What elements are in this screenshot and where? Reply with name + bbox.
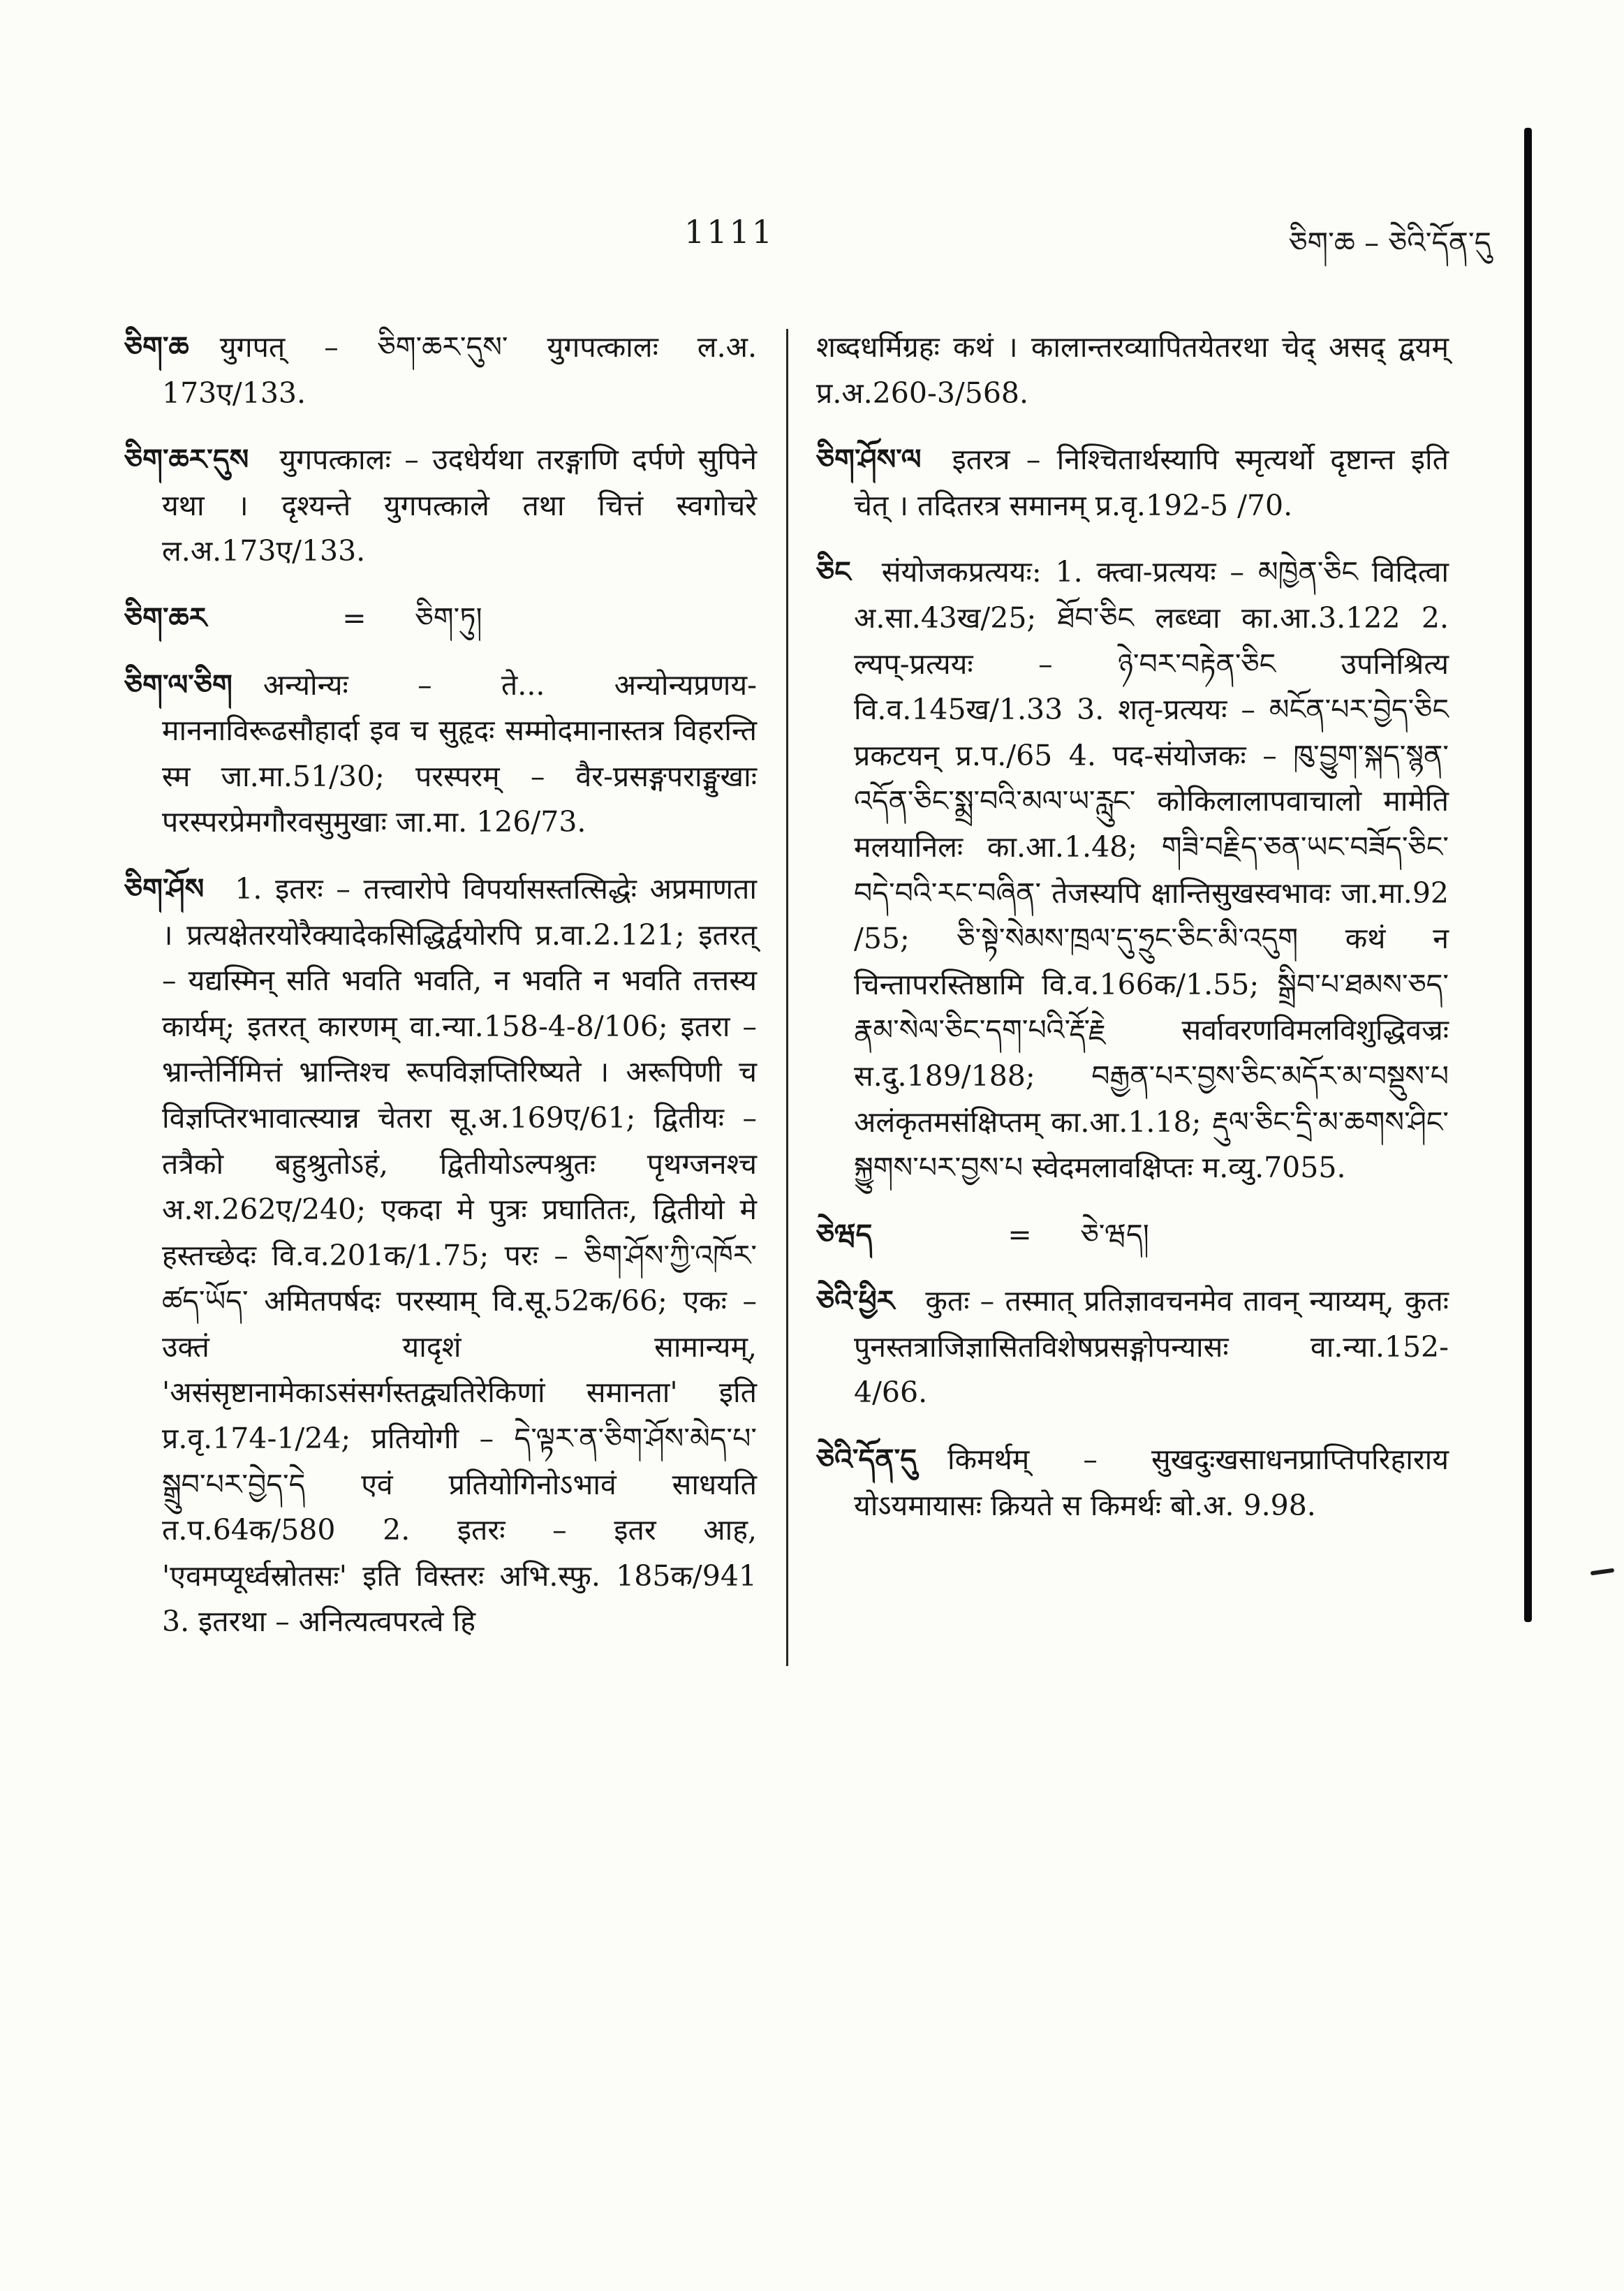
dictionary-entry [816, 437, 1449, 529]
entry-body: 1. इतरः – तत्त्वारोपे विपर्यासस्तत्सिद्धेः अप्रमाणता । प्रत्यक्षेतरयोरैक्यादेकसिद्धिर्द्वयोरपि प्र.वा.2.121; इतरत् – यद्यस्मिन् सति भवति भवति, न भवति न भवति तत्तस्य कार्यम्; इतरत् कारणम् वा.न्या.158-4-8/106; इतरा – भ्रान्तेर्निमित्तं भ्रान्तिश्च रूपविज्ञप्तिरिष्यते । अरूपिणी च विज्ञप्तिरभावात्स्यान्न चेतरा सू.अ.169ए/61; द्वितीयः – तत्रैको बहुश्रुतोऽहं, द्वितीयोऽल्पश्रुतः पृथग्जनश्च अ.श.262ए/240; एकदा मे पुत्रः प्रघातितः, द्वितीयो मे हस्तच्छेदः वि.व.201क/1.75; परः – ཅིག་ཤོས་ཀྱི་འཁོར་ཚད་ཡོད་ अमितपर्षदः परस्याम् वि.सू.52क/66; एकः – उक्तं यादृशं सामान्यम्, 'असंसृष्टानामेकाऽसंसर्गस्तद्व्यतिरेकिणां समानता' इति प्र.वृ.174-1/24; प्रतियोगी – དེ་ལྟར་ན་ཅིག་ཤོས་མེད་པ་སྒྲུབ་པར་བྱེད་དེ एवं प्रतियोगिनोऽभावं साधयति त.प.64क/580 2. इतरः – इतर आह, 'एवमप्यूर्ध्वस्रोतसः' इति विस्तरः अभि.स्फु. 185क/941 3. इतरथा – अनित्यत्वपरत्वे हि [162, 871, 757, 1639]
entry-body: इतरत्र – निश्चितार्थस्यापि स्मृत्यर्थो दृष्टान्त इति चेत् । तदितरत्र समानम् प्र.वृ.192-5 /70. [854, 443, 1449, 522]
entry-body: अन्योन्यः – ते... अन्योन्यप्रणय-माननाविरूढसौहार्दा इव च सुहृदः सम्मोदमानास्तत्र विहरन्ति स्म जा.मा.51/30; परस्परम् – वैर-प्रसङ्गपराङ्मुखाः परस्परप्रेमगौरवसुमुखाः जा.मा. 126/73. [162, 668, 757, 839]
margin-mark [1590, 1568, 1615, 1576]
dictionary-entry [124, 867, 757, 1645]
entry-body: युगपत् – ཅིག་ཆར་དུས་ युगपत्कालः ल.अ. 173ए/133. [162, 330, 757, 410]
dictionary-entry [816, 550, 1449, 1191]
entry-body: युगपत्कालः – उदधेर्यथा तरङ्गाणि दर्पणे सुपिने यथा । दृश्यन्ते युगपत्काले तथा चित्तं स्वगोचरे ल.अ.173ए/133. [162, 443, 757, 568]
dictionary-entry-cross-reference [124, 596, 757, 642]
dictionary-entry [124, 663, 757, 846]
entry-body: कुतः – तस्मात् प्रतिज्ञावचनमेव तावन् न्याय्यम्, कुतः पुनस्तत्राजिज्ञासितविशेषप्रसङ्गोपन्यासः वा.न्या.152-4/66. [854, 1284, 1449, 1410]
column-divider-rule [786, 329, 788, 1666]
page-number: 1111 [684, 213, 775, 251]
dictionary-entry [124, 325, 757, 416]
entry-headword: ཅིང [816, 555, 851, 589]
entry-headword: ཅིག་ཆར [124, 601, 207, 635]
cross-reference-target: ཅེ་ཝད། [1080, 1217, 1149, 1251]
entry-headword: ཅེཝད [816, 1217, 873, 1251]
right-column [816, 325, 1449, 1666]
entry-headword: ཅེའི་དོན་དུ [816, 1443, 917, 1477]
entry-body: किमर्थम् – सुखदुःखसाधनप्राप्तिपरिहाराय योऽयमायासः क्रियते स किमर्थः बो.अ. 9.98. [854, 1443, 1449, 1522]
entry-continuation [816, 325, 1449, 416]
equals-sign: = [1007, 1217, 1032, 1251]
entry-headword: ཅིག་ལ་ཅིག [124, 668, 232, 702]
dictionary-entry-cross-reference [816, 1212, 1449, 1258]
running-head-range: ཅིག་ཆ – ཅེའི་དོན་དུ [1288, 226, 1491, 260]
entry-headword: ཅེའི་ཕྱིར [816, 1284, 895, 1318]
dictionary-entry [816, 1279, 1449, 1416]
cross-reference-target: ཅིག་ཏུ། [415, 601, 482, 635]
equals-sign: = [342, 601, 367, 635]
entry-headword: ཅིག་ཆ [124, 330, 189, 364]
text-columns [124, 325, 1452, 1666]
entry-headword: ཅིག་ཆར་དུས [124, 443, 249, 477]
entry-body: शब्दधर्मिग्रहः कथं । कालान्तरव्यापितयेतरथा चेद् असद् द्वयम् प्र.अ.260-3/568. [816, 330, 1449, 410]
entry-headword: ཅིག་ཤོས་ལ [816, 443, 922, 477]
left-column [124, 325, 757, 1666]
dictionary-entry [816, 1437, 1449, 1528]
dictionary-entry [124, 437, 757, 575]
entry-headword: ཅིག་ཤོས [124, 871, 205, 906]
entry-body: संयोजकप्रत्ययः: 1. क्त्वा-प्रत्ययः – མཁྱེན་ཅིང विदित्वा अ.सा.43ख/25; ཐོབ་ཅིང लब्ध्वा का.आ.3.122 2. ल्यप्-प्रत्ययः – ཉེ་བར་བརྟེན་ཅིང उपनिश्रित्य वि.व.145ख/1.33 3. शतृ-प्रत्ययः – མངོན་པར་བྱེད་ཅིང प्रकटयन् प्र.प./65 4. पद-संयोजकः – ཁུ་བྱུག་སྐད་སྙན་འདོན་ཅིང་སྨྲ་བའི་མལ་ཡ་རླུང་ कोकिलालापवाचालो मामेति मलयानिलः का.आ.1.48; གཟི་བརྗིད་ཅན་ཡང་བཟོད་ཅིང་བདེ་བའི་རང་བཞིན་ तेजस्यपि क्षान्तिसुखस्वभावः जा.मा.92 /55; ཅི་སྟེ་སེམས་ཁྲལ་དུ་ཧྲུང་ཅིང་མི་འདུག कथं न चिन्तापरस्तिष्ठामि वि.व.166क/1.55; སྒྲིབ་པ་ཐམས་ཅད་རྣམ་སེལ་ཅིང་དག་པའི་རྡོ་རྗེ सर्वावरणविमलविशुद्धिवज्रः स.दु.189/188; བརྒྱན་པར་བྱས་ཅིང་མདོར་མ་བསྡུས་པ अलंकृतमसंक्षिप्तम् का.आ.1.18; རྡུལ་ཅིང་དྲི་མ་ཆགས་ཤིང་སྐྱུགས་པར་བྱས་པ स्वेदमलावक्षिप्तः म.व्यु.7055. [854, 555, 1449, 1185]
scan-gutter-bar [1524, 128, 1532, 1622]
